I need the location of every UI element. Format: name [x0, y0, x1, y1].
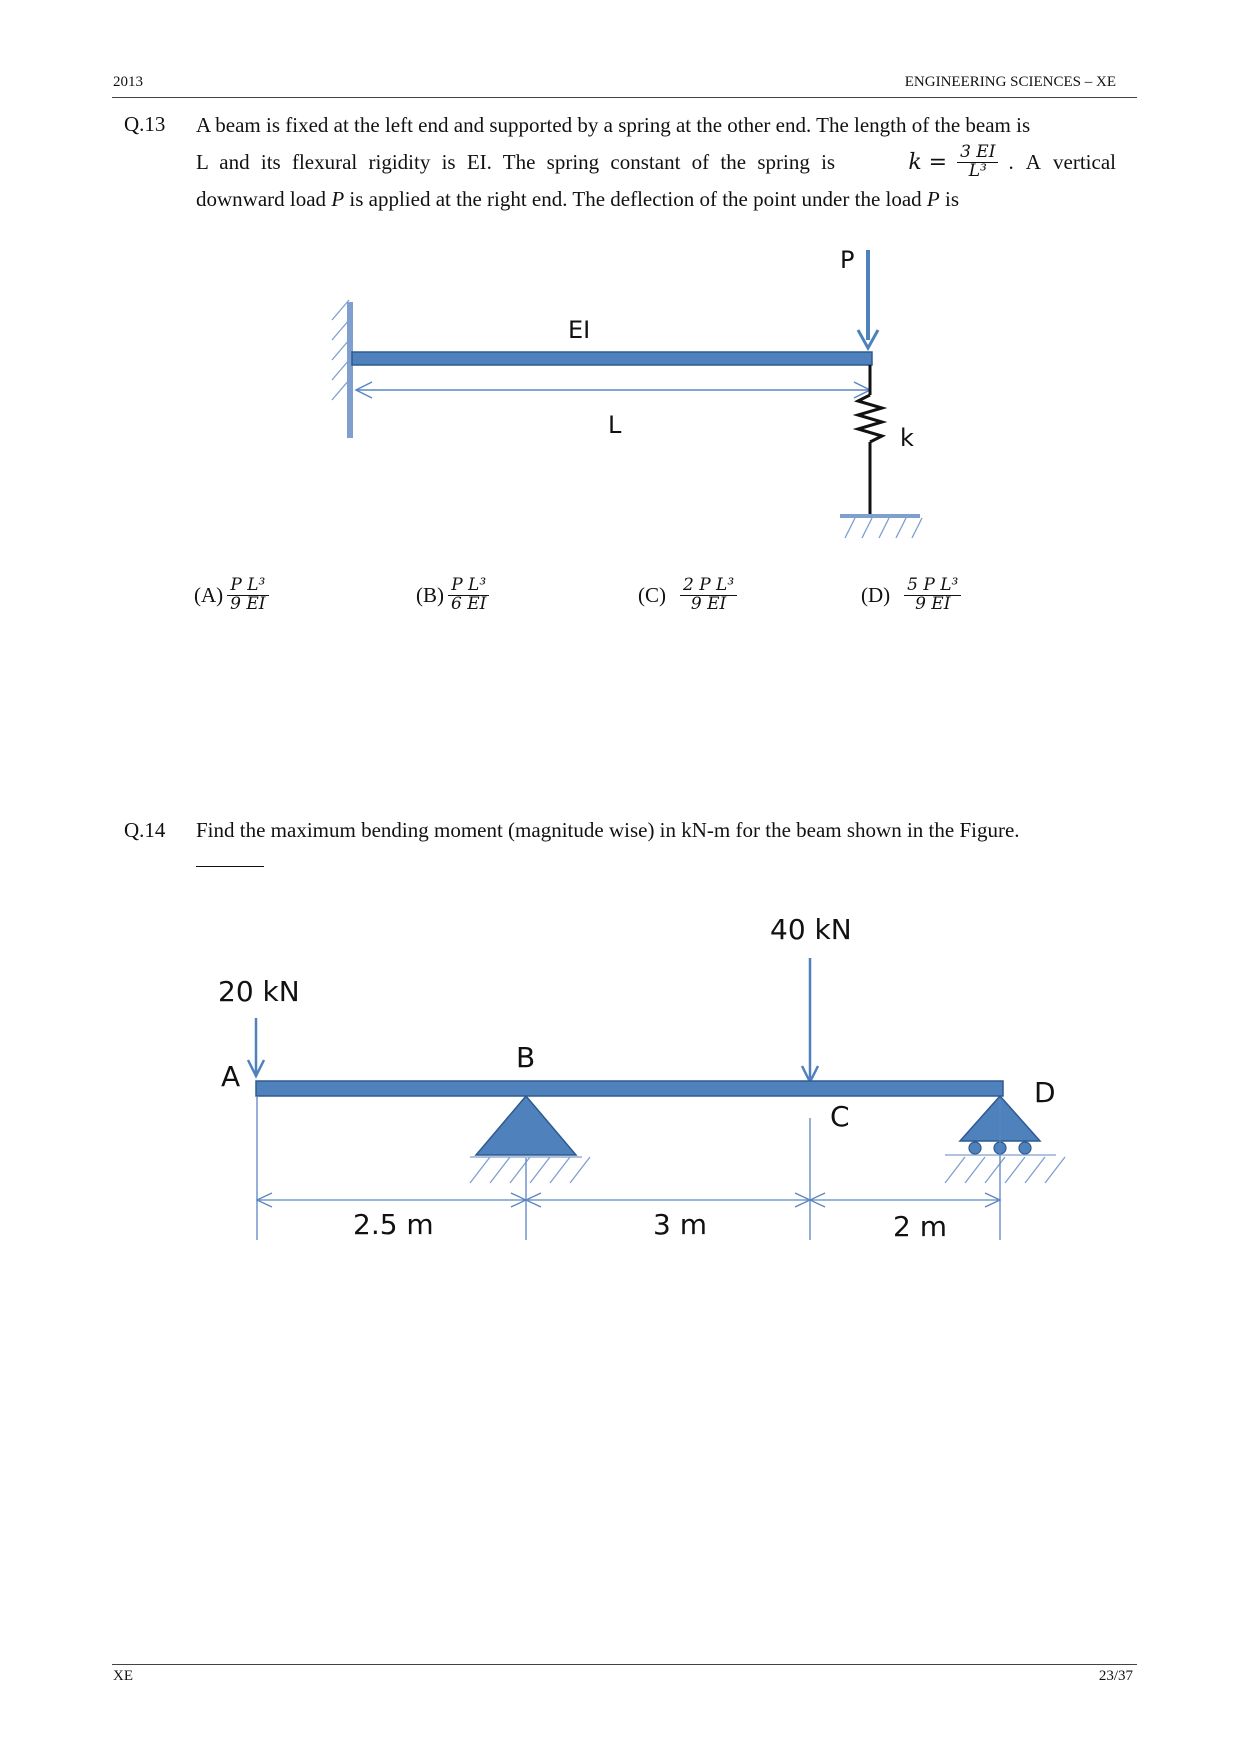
q13-k-den: L³ [957, 162, 998, 181]
q14-number: Q.14 [124, 818, 166, 842]
footer-rule [112, 1664, 1137, 1665]
q13-k-expr [908, 144, 1116, 181]
q13-option-a-label: (A) [194, 582, 224, 607]
q13-label-ei: EI [568, 316, 591, 344]
q13-option-b[interactable] [416, 577, 489, 614]
q14-text: Find the maximum bending moment (magnitude wise) in kN-m for the beam shown in the Figure. [196, 818, 1020, 842]
q14-label-40kn: 40 kN [770, 913, 852, 946]
footer-left: XE [113, 1668, 133, 1684]
q13-option-a-num: P L³ [230, 575, 266, 595]
q13-label-l: L [608, 411, 622, 439]
q13-line3 [196, 181, 1116, 218]
q13-line1: A beam is fixed at the left end and supported by a spring at the other end. The length of the beam is [196, 113, 1031, 137]
header-year: 2013 [113, 74, 143, 90]
q13-line3-mid: is applied at the right end. The deflection of the point under the load [349, 187, 922, 211]
q13-load-symbol-2: P [926, 187, 940, 211]
q13-line3-pre: downward load [196, 187, 327, 211]
fixed-support-hatch [332, 300, 349, 400]
q13-line3-post: is [945, 187, 960, 211]
q14-dim-ab: 2.5 m [353, 1208, 434, 1241]
q13-option-b-label: (B) [416, 582, 444, 607]
q14-label-d: D [1034, 1076, 1056, 1109]
q13-k-num: 3 EI [960, 142, 996, 163]
q14-dim-bc: 3 m [653, 1208, 707, 1241]
q14-roller-hatch [945, 1155, 1065, 1183]
q14-pin-hatch [470, 1157, 590, 1183]
q13-option-d-fraction [904, 577, 961, 614]
q13-number: Q.13 [124, 112, 166, 136]
q13-option-a[interactable] [194, 577, 269, 614]
q13-option-c-label: (C) [638, 582, 666, 607]
q14-answer-blank[interactable] [196, 866, 264, 867]
spring-ground-hatch [845, 518, 922, 538]
q13-beam [352, 352, 872, 365]
q13-option-b-den: 6 EI [448, 595, 489, 614]
q13-line2 [196, 144, 1116, 181]
q14-pin-support-b [476, 1096, 576, 1155]
q13-figure [300, 240, 940, 560]
q13-option-d-label: (D) [861, 582, 891, 607]
q13-option-d[interactable] [861, 577, 961, 614]
q13-text [196, 107, 1116, 218]
q13-option-b-num: P L³ [451, 575, 487, 595]
footer-page-number: 23/37 [1098, 1668, 1133, 1684]
q13-option-a-fraction [227, 577, 268, 614]
header-rule [112, 97, 1137, 98]
q13-line2-pre: L and its flexural rigidity is EI. The spring constant of the spring is [196, 150, 836, 174]
q14-figure [200, 900, 1100, 1300]
q13-option-c-den: 9 EI [680, 595, 737, 614]
q14-dimension-line [257, 1193, 1000, 1207]
q13-option-d-den: 9 EI [904, 595, 961, 614]
q13-label-p: P [840, 246, 855, 274]
spring [858, 365, 882, 515]
q13-option-d-num: 5 P L³ [907, 575, 959, 595]
header-subject: ENGINEERING SCIENCES – XE [904, 74, 1116, 90]
q14-label-a: A [221, 1060, 241, 1093]
q13-label-k: k [900, 424, 914, 452]
q13-k-fraction [957, 144, 998, 181]
q14-beam [256, 1081, 1003, 1096]
q14-dim-cd: 2 m [893, 1210, 947, 1243]
q13-option-c-num: 2 P L³ [683, 575, 735, 595]
q13-load-symbol: P [331, 187, 345, 211]
q13-option-b-fraction [448, 577, 489, 614]
q13-option-a-den: 9 EI [227, 595, 268, 614]
q13-line2-post: . A vertical [1008, 150, 1116, 174]
q13-option-c[interactable] [638, 577, 737, 614]
q14-label-c: C [830, 1100, 850, 1133]
q14-label-b: B [516, 1041, 536, 1074]
q13-k-symbol: k = [908, 150, 948, 175]
q13-option-c-fraction [680, 577, 737, 614]
q14-label-20kn: 20 kN [218, 975, 300, 1008]
